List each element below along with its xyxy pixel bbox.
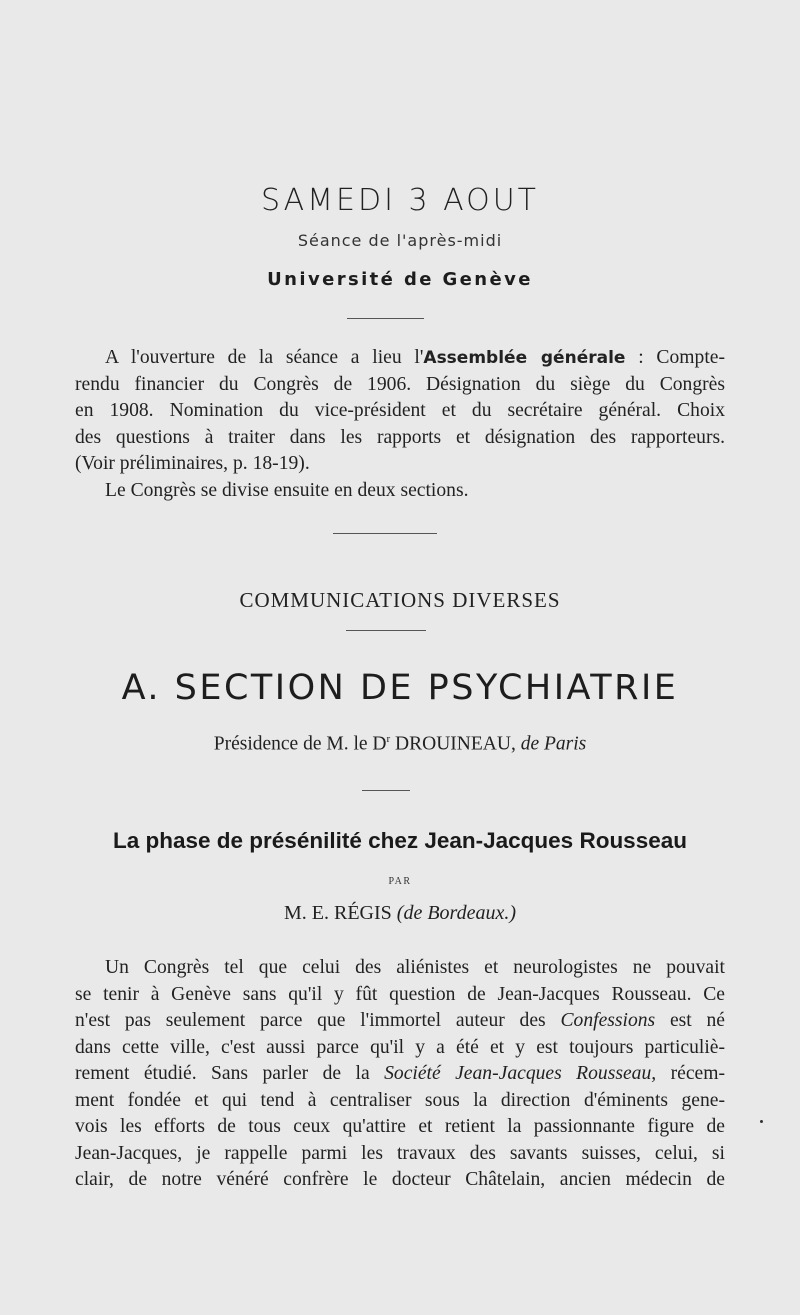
divider-rule (346, 630, 426, 631)
body-line: se tenir à Genève sans qu'il y fût question de Jean-Jacques Rousseau. Ce (75, 983, 725, 1005)
body-line: rement étudié. Sans parler de la Société Jean-Jacques Rousseau, récem- (75, 1063, 725, 1084)
intro-line: Le Congrès se divise ensuite en deux sections. (105, 479, 469, 501)
body-line: Un Congrès tel que celui des aliénistes et neurologistes ne pouvait (105, 957, 725, 978)
par-label: PAR (388, 876, 412, 887)
divider-rule (347, 318, 424, 319)
intro-line: (Voir préliminaires, p. 18-19). (75, 453, 310, 474)
body-line: Jean-Jacques, je rappelle parmi les travaux des savants suisses, celui, si (75, 1142, 725, 1164)
intro-line: rendu financier du Congrès de 1906. Désignation du siège du Congrès (75, 373, 725, 395)
body-line: dans cette ville, c'est aussi parce qu'il y a été et y est toujours particuliè- (75, 1036, 725, 1058)
venue-heading: Université de Genève (267, 269, 533, 290)
body-line: ment fondée et qui tend à centraliser sous la direction d'éminents gene- (75, 1089, 725, 1111)
communications-heading: COMMUNICATIONS DIVERSES (239, 588, 561, 612)
author-line: M. E. RÉGIS (de Bordeaux.) (283, 902, 516, 924)
body-line: clair, de notre vénéré confrère le docteur Châtelain, ancien médecin de (75, 1169, 725, 1190)
intro-line: A l'ouverture de la séance a lieu l'Assemblée générale : Compte- (105, 347, 725, 368)
divider-rule (362, 790, 410, 791)
body-line: n'est pas seulement parce que l'immortel auteur des Confessions est né (75, 1010, 726, 1031)
intro-line: en 1908. Nomination du vice-président et du secrétaire général. Choix (75, 400, 725, 421)
session-subtitle: Séance de l'après-midi (297, 231, 503, 250)
print-speck (760, 1120, 763, 1123)
assemblee-generale-label: Assemblée générale (423, 348, 626, 368)
body-paragraph (75, 955, 725, 1194)
intro-paragraph (75, 345, 725, 504)
day-heading: SAMEDI 3 AOUT (261, 183, 539, 218)
presidence-line: Présidence de M. le $D^r$ DROUINEAU, de Paris (213, 733, 587, 755)
article-title: La phase de présénilité chez Jean-Jacques Rousseau (113, 828, 687, 853)
intro-line: des questions à traiter dans les rapports et désignation des rapporteurs. (75, 426, 725, 448)
divider-rule (333, 533, 437, 534)
section-title: A. SECTION DE PSYCHIATRIE (121, 668, 679, 708)
body-line: vois les efforts de tous ceux qu'attire et retient la passionnante figure de (75, 1116, 725, 1137)
